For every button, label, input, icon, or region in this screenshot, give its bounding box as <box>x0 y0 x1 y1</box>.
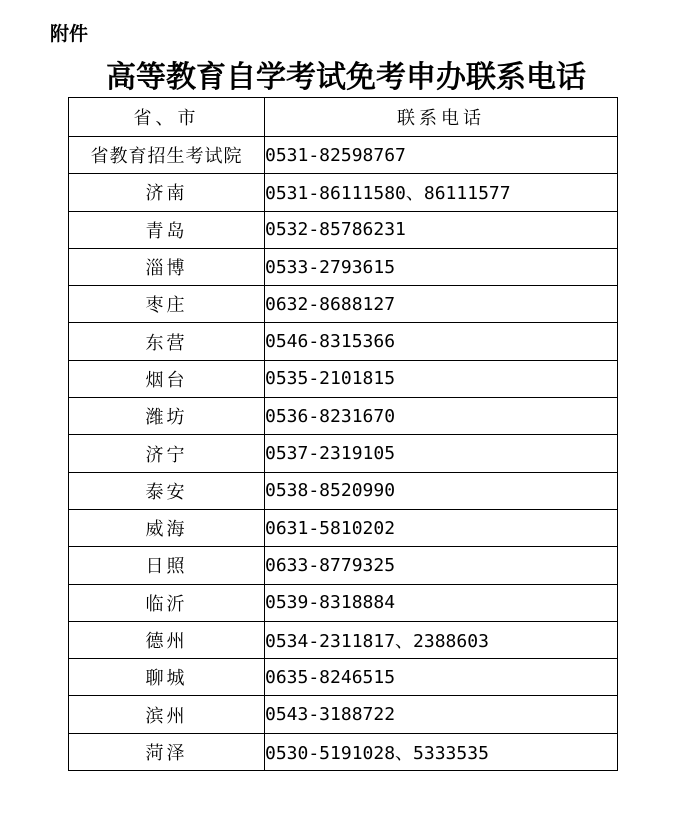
table-row <box>69 137 618 174</box>
table-row <box>69 248 618 285</box>
table-row <box>69 472 618 509</box>
region-cell: 青岛 <box>69 211 265 248</box>
table-row <box>69 360 618 397</box>
document-title: 高等教育自学考试免考申办联系电话 <box>106 60 586 95</box>
phone-cell: 0635-8246515 <box>265 659 618 696</box>
table-row <box>69 174 618 211</box>
region-cell: 德州 <box>69 621 265 658</box>
table-row <box>69 547 618 584</box>
region-cell: 聊城 <box>69 659 265 696</box>
column-header-phone: 联系电话 <box>265 98 618 137</box>
column-header-region: 省、市 <box>69 98 265 137</box>
table-row <box>69 509 618 546</box>
region-cell: 东营 <box>69 323 265 360</box>
phone-cell: 0531-82598767 <box>265 137 618 174</box>
phone-cell: 0633-8779325 <box>265 547 618 584</box>
table-row <box>69 733 618 770</box>
phone-cell: 0543-3188722 <box>265 696 618 733</box>
table-row <box>69 398 618 435</box>
phone-cell: 0531-86111580、86111577 <box>265 174 618 211</box>
region-cell: 威海 <box>69 509 265 546</box>
table-row <box>69 696 618 733</box>
contact-table <box>68 97 618 771</box>
region-cell: 日照 <box>69 547 265 584</box>
phone-cell: 0535-2101815 <box>265 360 618 397</box>
phone-cell: 0532-85786231 <box>265 211 618 248</box>
phone-cell: 0632-8688127 <box>265 286 618 323</box>
attachment-label: 附件 <box>50 23 89 45</box>
phone-cell: 0534-2311817、2388603 <box>265 621 618 658</box>
phone-cell: 0538-8520990 <box>265 472 618 509</box>
region-cell: 省教育招生考试院 <box>69 137 265 174</box>
phone-cell: 0537-2319105 <box>265 435 618 472</box>
region-cell: 淄博 <box>69 248 265 285</box>
table-row <box>69 211 618 248</box>
region-cell: 潍坊 <box>69 398 265 435</box>
region-cell: 滨州 <box>69 696 265 733</box>
table-row <box>69 621 618 658</box>
phone-cell: 0533-2793615 <box>265 248 618 285</box>
table-row <box>69 584 618 621</box>
table-row <box>69 323 618 360</box>
table-header-row <box>69 98 618 137</box>
phone-cell: 0539-8318884 <box>265 584 618 621</box>
table-row <box>69 286 618 323</box>
phone-cell: 0631-5810202 <box>265 509 618 546</box>
table-row <box>69 659 618 696</box>
table-row <box>69 435 618 472</box>
region-cell: 枣庄 <box>69 286 265 323</box>
region-cell: 济南 <box>69 174 265 211</box>
region-cell: 济宁 <box>69 435 265 472</box>
phone-cell: 0546-8315366 <box>265 323 618 360</box>
region-cell: 烟台 <box>69 360 265 397</box>
region-cell: 泰安 <box>69 472 265 509</box>
phone-cell: 0536-8231670 <box>265 398 618 435</box>
region-cell: 菏泽 <box>69 733 265 770</box>
phone-cell: 0530-5191028、5333535 <box>265 733 618 770</box>
region-cell: 临沂 <box>69 584 265 621</box>
